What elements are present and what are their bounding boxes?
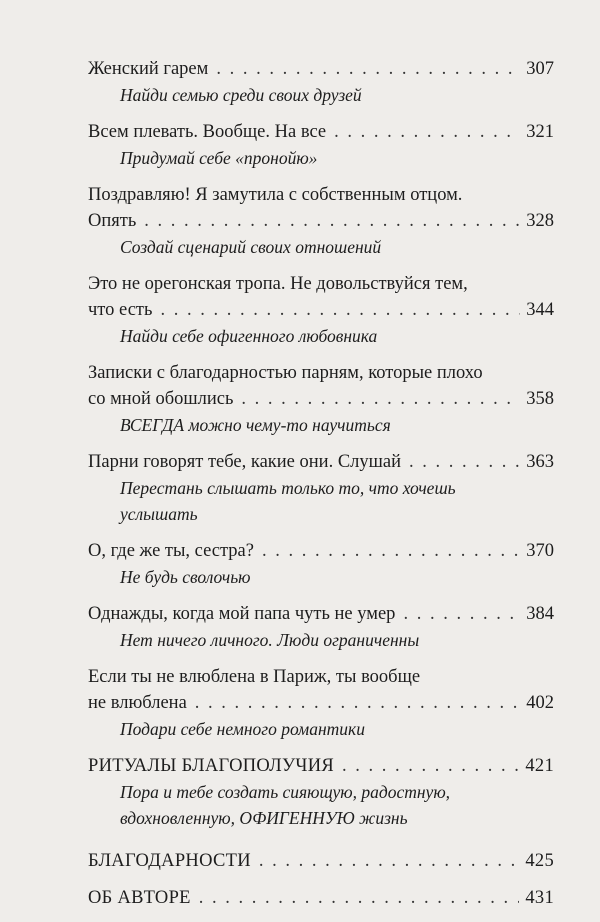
entry-title: Поздравляю! Я замутила с собственным отцом. xyxy=(88,185,463,205)
toc-entry xyxy=(88,538,554,590)
section-title: ОБ АВТОРЕ xyxy=(88,888,191,908)
entry-subtitle: Перестань слышать только то, что хочешь xyxy=(120,478,456,498)
dot-leader xyxy=(199,885,520,911)
page-number: 363 xyxy=(526,452,554,472)
dot-leader xyxy=(241,386,520,412)
toc-entry xyxy=(88,753,554,831)
toc-line xyxy=(88,690,554,716)
entry-subtitle: Нет ничего личного. Люди ограниченны xyxy=(120,630,420,650)
page-number: 321 xyxy=(526,122,554,142)
entry-title: Однажды, когда мой папа чуть не умер xyxy=(88,604,396,624)
dot-leader xyxy=(144,208,520,234)
dot-leader xyxy=(262,538,520,564)
toc-line xyxy=(88,449,554,475)
toc-line xyxy=(88,208,554,234)
toc-entry xyxy=(88,664,554,742)
entry-title: Если ты не влюблена в Париж, ты вообще xyxy=(88,667,421,687)
entry-title-cont: со мной обошлись xyxy=(88,389,234,409)
entry-title-cont: Опять xyxy=(88,211,137,231)
toc-entry xyxy=(88,360,554,438)
dot-leader xyxy=(334,119,520,145)
dot-leader xyxy=(409,449,520,475)
entry-title: О, где же ты, сестра? xyxy=(88,541,254,561)
dot-leader xyxy=(342,753,519,779)
entry-subtitle: Пора и тебе создать сияющую, радостную, xyxy=(120,782,451,802)
toc-entry xyxy=(88,271,554,349)
section-title: БЛАГОДАРНОСТИ xyxy=(88,851,251,871)
table-of-contents xyxy=(88,56,554,922)
section-title: РИТУАЛЫ БЛАГОПОЛУЧИЯ xyxy=(88,756,335,776)
entry-subtitle: Не будь сволочью xyxy=(120,567,251,587)
toc-line xyxy=(88,753,554,779)
entry-title: Это не орегонская тропа. Не довольствуйся тем, xyxy=(88,274,468,294)
toc-line xyxy=(88,601,554,627)
entry-subtitle: ВСЕГДА можно чему-то научиться xyxy=(120,415,391,435)
page-number: 344 xyxy=(526,300,554,320)
dot-leader xyxy=(403,601,520,627)
entry-title-cont: что есть xyxy=(88,300,153,320)
page-number: 307 xyxy=(526,59,554,79)
dot-leader xyxy=(259,848,519,874)
page-number: 358 xyxy=(526,389,554,409)
entry-subtitle: Создай сценарий своих отношений xyxy=(120,237,382,257)
toc-entry xyxy=(88,182,554,260)
toc-line xyxy=(88,848,554,874)
dot-leader xyxy=(195,690,520,716)
toc-entry xyxy=(88,885,554,911)
entry-title: Парни говорят тебе, какие они. Слушай xyxy=(88,452,402,472)
toc-entry xyxy=(88,119,554,171)
page-number: 370 xyxy=(526,541,554,561)
entry-subtitle: Подари себе немного романтики xyxy=(120,719,365,739)
toc-line xyxy=(88,297,554,323)
toc-line xyxy=(88,56,554,82)
entry-subtitle-cont: услышать xyxy=(120,504,198,524)
toc-entry xyxy=(88,56,554,108)
entry-subtitle: Найди себе офигенного любовника xyxy=(120,326,378,346)
page-number: 384 xyxy=(526,604,554,624)
page-number: 402 xyxy=(526,693,554,713)
entry-title: Женский гарем xyxy=(88,59,209,79)
entry-title-cont: не влюблена xyxy=(88,693,187,713)
entry-subtitle: Придумай себе «пронойю» xyxy=(120,148,318,168)
toc-entry xyxy=(88,449,554,527)
page-number: 425 xyxy=(525,851,554,871)
dot-leader xyxy=(160,297,520,323)
toc-line xyxy=(88,119,554,145)
page-number: 421 xyxy=(525,756,554,776)
entry-title: Всем плевать. Вообще. На все xyxy=(88,122,327,142)
page-number: 431 xyxy=(525,888,554,908)
entry-title: Записки с благодарностью парням, которые плохо xyxy=(88,363,483,383)
dot-leader xyxy=(216,56,520,82)
toc-line xyxy=(88,538,554,564)
toc-entry xyxy=(88,601,554,653)
entry-subtitle: Найди семью среди своих друзей xyxy=(120,85,362,105)
toc-line xyxy=(88,386,554,412)
toc-entry xyxy=(88,848,554,874)
entry-subtitle-cont: вдохновленную, ОФИГЕННУЮ жизнь xyxy=(120,808,408,828)
toc-line xyxy=(88,885,554,911)
page-number: 328 xyxy=(526,211,554,231)
